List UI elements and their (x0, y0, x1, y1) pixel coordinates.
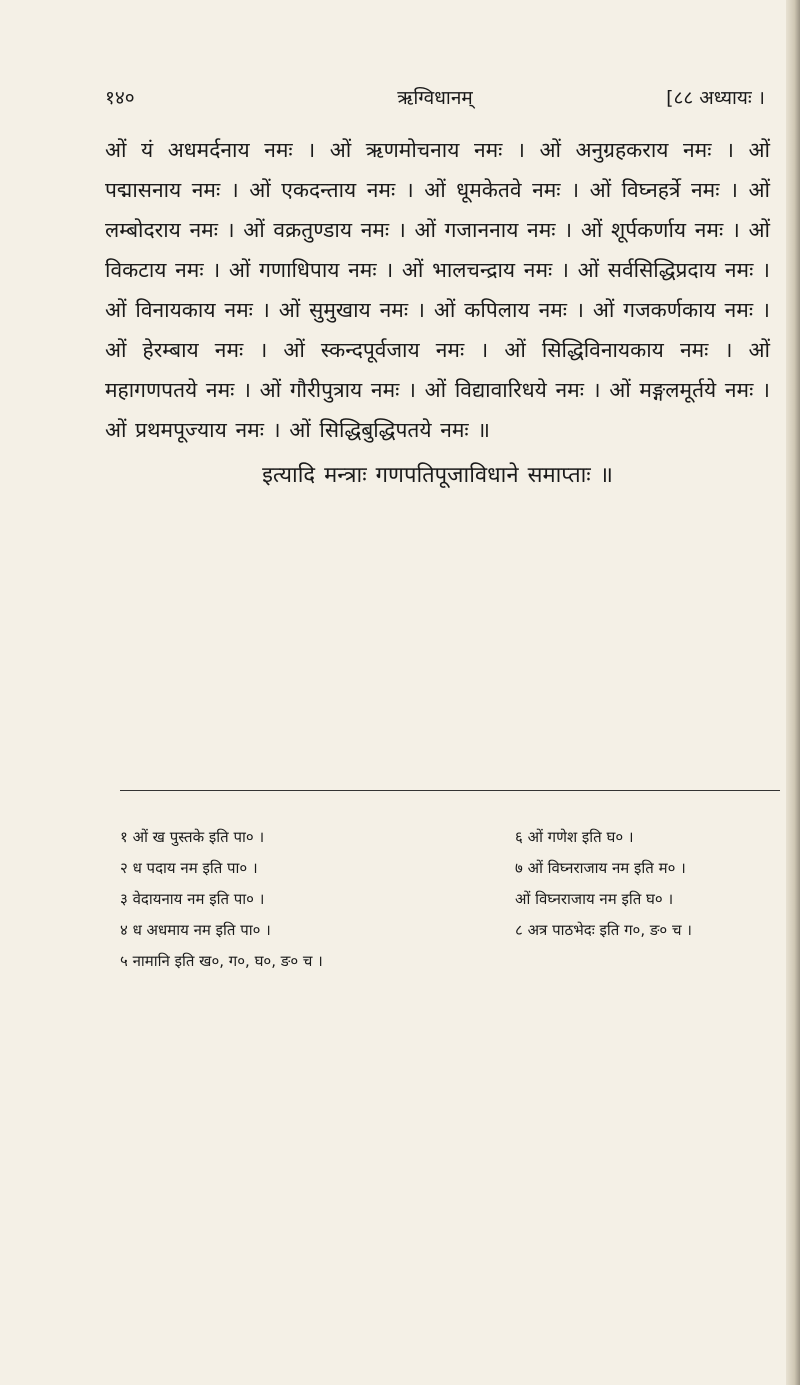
page-number: १४० (105, 87, 135, 109)
chapter-reference: [८८ अध्यायः । (666, 87, 765, 109)
footnote: ओं विघ्नराजाय नम इति घ० । (515, 890, 674, 908)
footnotes-left-column (120, 822, 450, 977)
page-edge-shadow (786, 0, 800, 1385)
footnote: १ ओं ख पुस्तके इति पा० । (120, 828, 265, 846)
page-header (105, 84, 765, 120)
main-text-block (105, 130, 770, 496)
footnote: ६ ओं गणेश इति घ० । (515, 828, 634, 846)
footnote: २ ध पदाय नम इति पा० । (120, 859, 258, 877)
footnote: ४ ध अधमाय नम इति पा० । (120, 921, 271, 939)
footnotes-right-column (515, 822, 780, 946)
running-title: ऋग्विधानम् (397, 87, 473, 109)
footnote: ३ वेदायनाय नम इति पा० । (120, 890, 265, 908)
footnote: ५ नामानि इति ख०, ग०, घ०, ङ० च । (120, 952, 323, 970)
footnote: ७ ओं विघ्नराजाय नम इति म० । (515, 859, 686, 877)
footnote-separator (120, 790, 780, 791)
footnote: ८ अत्र पाठभेदः इति ग०, ङ० च । (515, 921, 692, 939)
main-paragraph: ओं यं अधमर्दनाय नमः । ओं ऋणमोचनाय नमः । ओं अनुग्रहकराय नमः । ओं पद्मासनाय नमः । ओं एकदन्ताय नमः । ओं धूमकेतवे नमः । ओं विघ्नहर्त्रे नमः । ओं लम्बोदराय नमः । ओं वक्रतुण्डाय नमः । ओं गजाननाय नमः । ओं शूर्पकर्णाय नमः । ओं विकटाय नमः । ओं गणाधिपाय नमः । ओं भालचन्द्राय नमः । ओं सर्वसिद्धिप्रदाय नमः । ओं विनायकाय नमः । ओं सुमुखाय नमः । ओं कपिलाय नमः । ओं गजकर्णकाय नमः । ओं हेरम्बाय नमः । ओं स्कन्दपूर्वजाय नमः । ओं सिद्धिविनायकाय नमः । ओं महागणपतये नमः । ओं गौरीपुत्राय नमः । ओं विद्यावारिधये नमः । ओं मङ्गलमूर्तये नमः । ओं प्रथमपूज्याय नमः । ओं सिद्धिबुद्धिपतये नमः ॥ (105, 138, 770, 442)
closing-verse: इत्यादि मन्त्राः गणपतिपूजाविधाने समाप्ताः ॥ (262, 463, 613, 488)
